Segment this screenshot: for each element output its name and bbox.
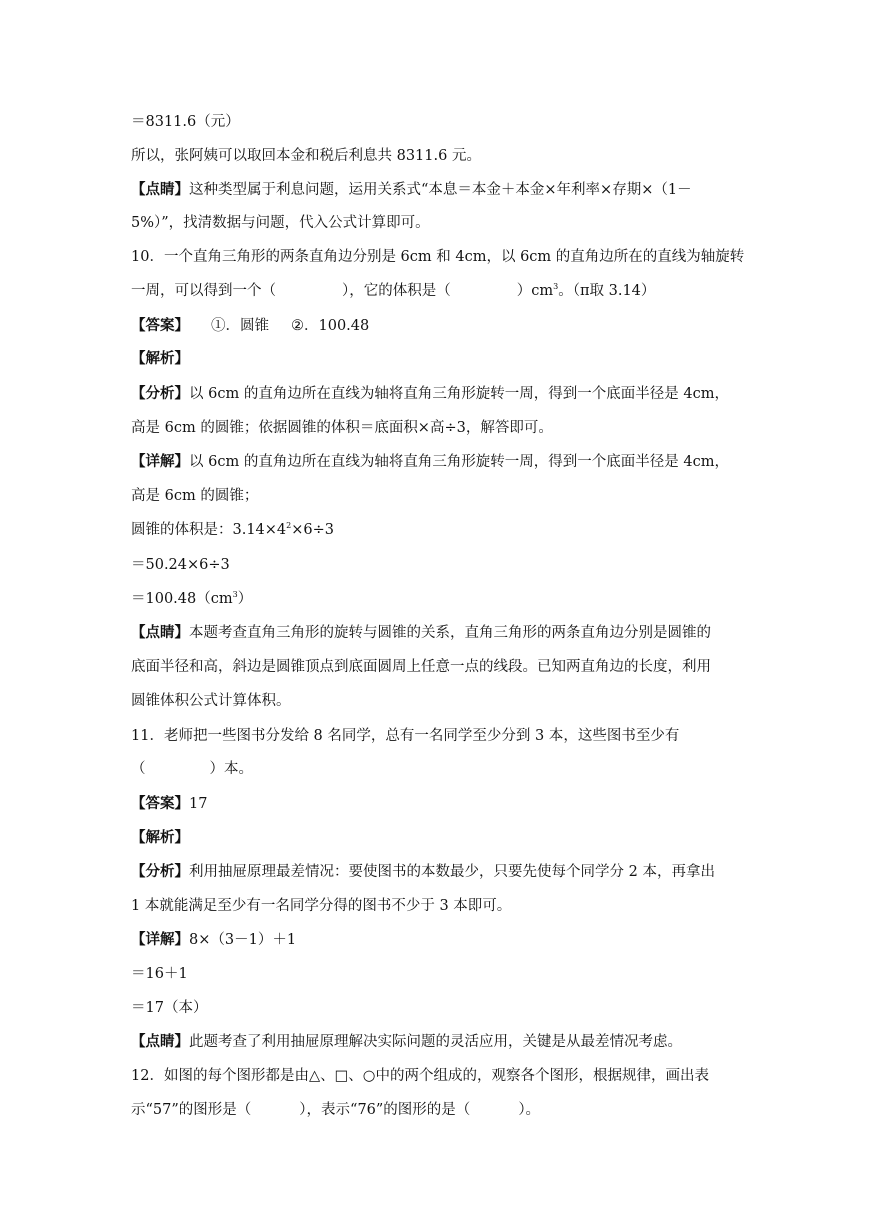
analysis-heading: 【解析】 [131,829,189,846]
analysis-text: 以 6cm 的直角边所在直线为轴将直角三角形旋转一周，得到一个底面半径是 4cm， [189,386,730,402]
analysis-line [131,384,729,404]
q10-text-2: ），它的体积是（ [342,283,451,299]
question-11-line-1: 11．老师把一些图书分发给 8 名同学，总有一名同学至少分到 3 本，这些图书至少有 [131,728,680,744]
detail-line [131,930,296,950]
calc-text: ） [237,591,253,607]
detail-line [131,452,729,472]
q12-text-3: ）。 [518,1102,541,1118]
calc-line: ＝16＋1 [131,966,188,982]
remark-text: 这种类型属于利息问题，运用关系式“本息＝本金＋本金×年利率×存期×（1－ [189,182,692,198]
remark-tag: 【点睛】 [131,1033,189,1050]
calc-superscript: 3 [232,590,238,600]
q11-text-2: ）本。 [209,761,253,777]
q10-text-3: ）cm [516,283,554,299]
remark-text: 此题考查了利用抽屉原理解决实际问题的灵活应用，关键是从最差情况考虑。 [189,1034,682,1050]
analysis-line-cont: 1 本就能满足至少有一名同学分得的图书不少于 3 本即可。 [131,898,512,914]
q11-text-1: （ [131,761,146,777]
calc-text: ＝100.48（cm [131,591,233,607]
analysis-line-cont: 高是 6cm 的圆锥；依据圆锥的体积＝底面积×高÷3，解答即可。 [131,420,553,436]
analysis-tag: 【分析】 [131,385,189,402]
q12-text-1: 示“57”的图形是（ [131,1102,252,1118]
question-12-line-1: 12．如图的每个图形都是由△、□、○中的两个组成的，观察各个图形，根据规律，画出表 [131,1068,709,1084]
calc-line [131,589,252,609]
answer-tag: 【答案】 [131,317,189,334]
calc-result-line: ＝8311.6（元） [131,114,240,130]
calc-line [131,520,334,540]
remark-line [131,1032,682,1052]
remark-line-cont: 圆锥体积公式计算体积。 [131,693,291,709]
remark-line [131,623,711,643]
question-11-line-2 [131,759,253,779]
question-12-line-2 [131,1100,540,1120]
answer-10-line [131,316,369,336]
q10-text-4: 。（π取 3.14） [558,283,656,299]
answer-tag: 【答案】 [131,795,189,812]
q10-text-1: 一周，可以得到一个（ [131,283,276,299]
analysis-heading: 【解析】 [131,350,189,367]
conclusion-line: 所以，张阿姨可以取回本金和税后利息共 8311.6 元。 [131,148,481,164]
question-10-line-2 [131,281,655,301]
calc-text: 圆锥的体积是：3.14×4 [131,522,287,538]
remark-text: 本题考查直角三角形的旋转与圆锥的关系，直角三角形的两条直角边分别是圆锥的 [189,625,711,641]
remark-tag: 【点睛】 [131,181,189,198]
calc-text: ×6÷3 [291,522,335,538]
calc-superscript: 2 [286,521,292,531]
remark-line-cont: 5%）”，找清数据与问题，代入公式计算即可。 [131,215,430,231]
calc-line: ＝50.24×6÷3 [131,557,230,573]
question-10-line-1: 10．一个直角三角形的两条直角边分别是 6cm 和 4cm，以 6cm 的直角边所在的直线为轴旋转 [131,249,745,265]
detail-tag: 【详解】 [131,453,189,470]
answer-value: 17 [189,796,208,812]
answer-value-1: ①．圆锥 [211,318,269,334]
q10-superscript: 3 [553,282,559,292]
calc-line: ＝17（本） [131,1000,208,1016]
remark-line-cont: 底面半径和高，斜边是圆锥顶点到底面圆周上任意一点的线段。已知两直角边的长度，利用 [131,659,711,675]
detail-line-cont: 高是 6cm 的圆锥； [131,488,259,504]
answer-11-line [131,794,207,814]
answer-value-2: ②．100.48 [291,318,370,334]
analysis-line [131,862,715,882]
detail-text: 以 6cm 的直角边所在直线为轴将直角三角形旋转一周，得到一个底面半径是 4cm， [189,454,730,470]
q12-text-2: ），表示“76”的图形的是（ [299,1102,471,1118]
remark-line [131,180,692,200]
detail-text: 8×（3－1）＋1 [189,932,297,948]
analysis-text: 利用抽屉原理最差情况：要使图书的本数最少，只要先使每个同学分 2 本，再拿出 [189,864,715,880]
remark-tag: 【点睛】 [131,624,189,641]
analysis-tag: 【分析】 [131,863,189,880]
detail-tag: 【详解】 [131,931,189,948]
